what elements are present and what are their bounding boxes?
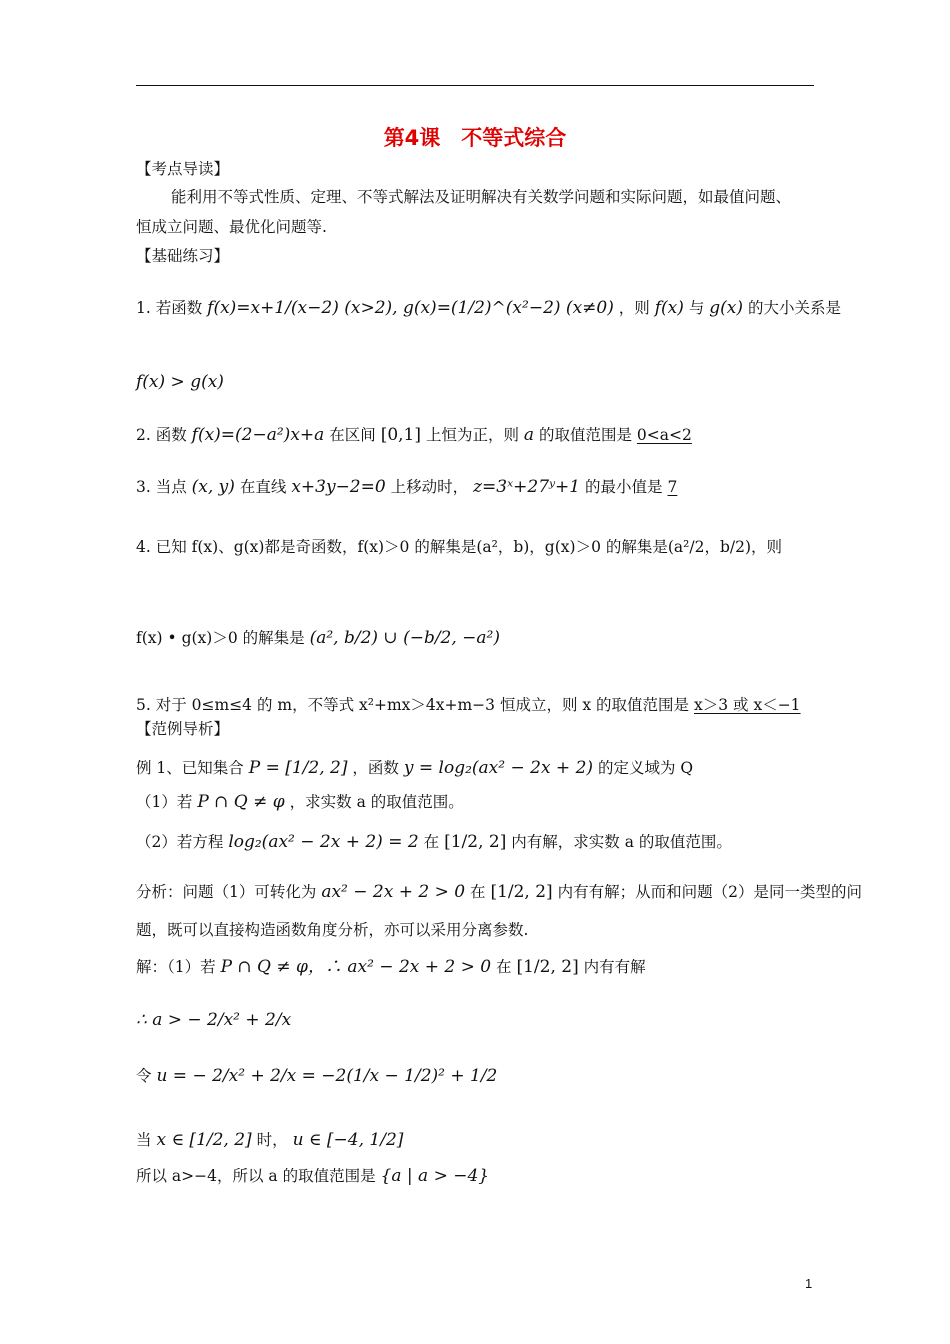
step-1-expression: ∴ a > − 2/x² + 2/x bbox=[136, 1010, 292, 1030]
p3-expression: z=3ˣ+27ʸ+1 bbox=[473, 477, 581, 497]
p3-line: x+3y−2=0 bbox=[291, 477, 386, 497]
ex1-set: P = [1/2, 2] bbox=[248, 758, 348, 778]
solution-in: 在 bbox=[496, 958, 512, 976]
q2-in: 在 bbox=[423, 833, 440, 851]
q2-interval: [1/2, 2] bbox=[444, 832, 507, 852]
conclusion-lead: 所以 a>−4，所以 a 的取值范围是 bbox=[136, 1167, 376, 1185]
solution-step-2 bbox=[136, 1066, 497, 1086]
p1-g: g(x) bbox=[709, 298, 744, 318]
p2-interval: [0,1] bbox=[380, 425, 421, 445]
step-2-lead: 令 bbox=[136, 1067, 152, 1085]
p3-lead: 3. 当点 bbox=[136, 478, 187, 496]
conclusion bbox=[136, 1166, 489, 1186]
header-rule bbox=[136, 85, 814, 86]
p2-variable: a bbox=[523, 425, 535, 445]
solution-tail: 内有有解 bbox=[583, 958, 646, 976]
solution-step-3 bbox=[136, 1130, 403, 1150]
basic-heading: 【基础练习】 bbox=[136, 247, 230, 265]
q1-lead: （1）若 bbox=[136, 793, 193, 811]
q2-lead: （2）若方程 bbox=[136, 833, 224, 851]
p1-answer: f(x) > g(x) bbox=[136, 372, 224, 392]
example-1 bbox=[136, 758, 693, 778]
example-heading: 【范例导析】 bbox=[136, 720, 230, 738]
step-3-mid: 时， bbox=[256, 1131, 288, 1149]
problem-1-answer bbox=[136, 372, 224, 392]
q2-tail: 内有解，求实数 a 的取值范围。 bbox=[511, 833, 732, 851]
p3-answer: 7 bbox=[667, 478, 678, 496]
guide-heading: 【考点导读】 bbox=[136, 160, 230, 178]
p1-mid: ，则 bbox=[618, 299, 650, 317]
p3-tail: 上移动时， bbox=[390, 478, 469, 496]
solution-condition: P ∩ Q ≠ φ，∴ ax² − 2x + 2 > 0 bbox=[220, 957, 492, 977]
p2-mid: 在区间 bbox=[329, 426, 376, 444]
p2-expression: f(x)=(2−a²)x+a bbox=[191, 425, 325, 445]
p1-with: 与 bbox=[688, 299, 705, 317]
p1-tail: 的大小关系是 bbox=[747, 299, 841, 317]
conclusion-set: {a | a > −4} bbox=[380, 1166, 490, 1186]
step-3-lead: 当 bbox=[136, 1131, 152, 1149]
page-title: 第4课 不等式综合 bbox=[383, 126, 567, 150]
p5-answer: x＞3 或 x＜−1 bbox=[694, 696, 801, 714]
analysis bbox=[136, 882, 862, 902]
guide-text-1: 能利用不等式性质、定理、不等式解法及证明解决有关数学问题和实际问题，如最值问题、 bbox=[171, 188, 792, 206]
solution-lead: 解：（1）若 bbox=[136, 958, 216, 976]
problem-4-answer bbox=[136, 628, 500, 648]
q2-equation: log₂(ax² − 2x + 2) = 2 bbox=[228, 832, 419, 852]
problem-5 bbox=[136, 696, 801, 715]
analysis-line-2: 题，既可以直接构造函数角度分析，亦可以采用分离参数. bbox=[136, 921, 529, 939]
analysis-in: 在 bbox=[469, 883, 486, 901]
p1-f: f(x) bbox=[654, 298, 684, 318]
solution-step-1 bbox=[136, 1010, 291, 1030]
p3-tail2: 的最小值是 bbox=[585, 478, 663, 496]
step-3-x-range: x ∈ [1/2, 2] bbox=[156, 1130, 252, 1150]
analysis-interval: [1/2, 2] bbox=[490, 882, 553, 902]
analysis-lead: 分析：问题（1）可转化为 bbox=[136, 883, 317, 901]
p4-answer: (a², b/2) ∪ (−b/2, −a²) bbox=[309, 628, 500, 648]
p2-tail2: 的取值范围是 bbox=[538, 426, 632, 444]
ex1-function: y = log₂(ax² − 2x + 2) bbox=[403, 758, 594, 778]
p3-point: (x, y) bbox=[191, 477, 235, 497]
p1-expression: f(x)=x+1/(x−2) (x>2), g(x)=(1/2)^(x²−2) (x≠0) bbox=[207, 298, 614, 318]
q1-tail: ，求实数 a 的取值范围。 bbox=[289, 793, 464, 811]
question-1 bbox=[136, 792, 464, 812]
problem-3 bbox=[136, 477, 677, 497]
problem-2 bbox=[136, 425, 692, 445]
q1-condition: P ∩ Q ≠ φ bbox=[197, 792, 285, 812]
p2-answer: 0<a<2 bbox=[636, 426, 692, 444]
p2-lead: 2. 函数 bbox=[136, 426, 187, 444]
analysis-inequality: ax² − 2x + 2 > 0 bbox=[321, 882, 466, 902]
step-2-expression: u = − 2/x² + 2/x = −2(1/x − 1/2)² + 1/2 bbox=[156, 1066, 498, 1086]
ex1-mid: ，函数 bbox=[352, 759, 399, 777]
p5-text: 5. 对于 0≤m≤4 的 m，不等式 x²+mx＞4x+m−3 恒成立，则 x 的取值范围是 bbox=[136, 696, 690, 714]
solution bbox=[136, 957, 646, 977]
solution-interval: [1/2, 2] bbox=[516, 957, 579, 977]
ex1-lead: 例 1、已知集合 bbox=[136, 759, 244, 777]
p4-answer-lead: f(x) • g(x)＞0 的解集是 bbox=[136, 629, 305, 647]
p3-mid: 在直线 bbox=[239, 478, 287, 496]
problem-1 bbox=[136, 298, 841, 318]
ex1-tail: 的定义域为 Q bbox=[597, 759, 694, 777]
step-3-u-range: u ∈ [−4, 1/2] bbox=[292, 1130, 404, 1150]
question-2 bbox=[136, 832, 732, 852]
p2-tail: 上恒为正，则 bbox=[425, 426, 519, 444]
problem-4: 4. 已知 f(x)、g(x)都是奇函数，f(x)＞0 的解集是(a²，b)，g(x)＞0 的解集是(a²/2，b/2)，则 bbox=[136, 538, 782, 556]
page-number: 1 bbox=[805, 1276, 813, 1291]
analysis-tail: 内有有解；从而和问题（2）是同一类型的问 bbox=[557, 883, 862, 901]
p1-lead: 1. 若函数 bbox=[136, 299, 203, 317]
guide-text-2: 恒成立问题、最优化问题等. bbox=[136, 218, 327, 236]
